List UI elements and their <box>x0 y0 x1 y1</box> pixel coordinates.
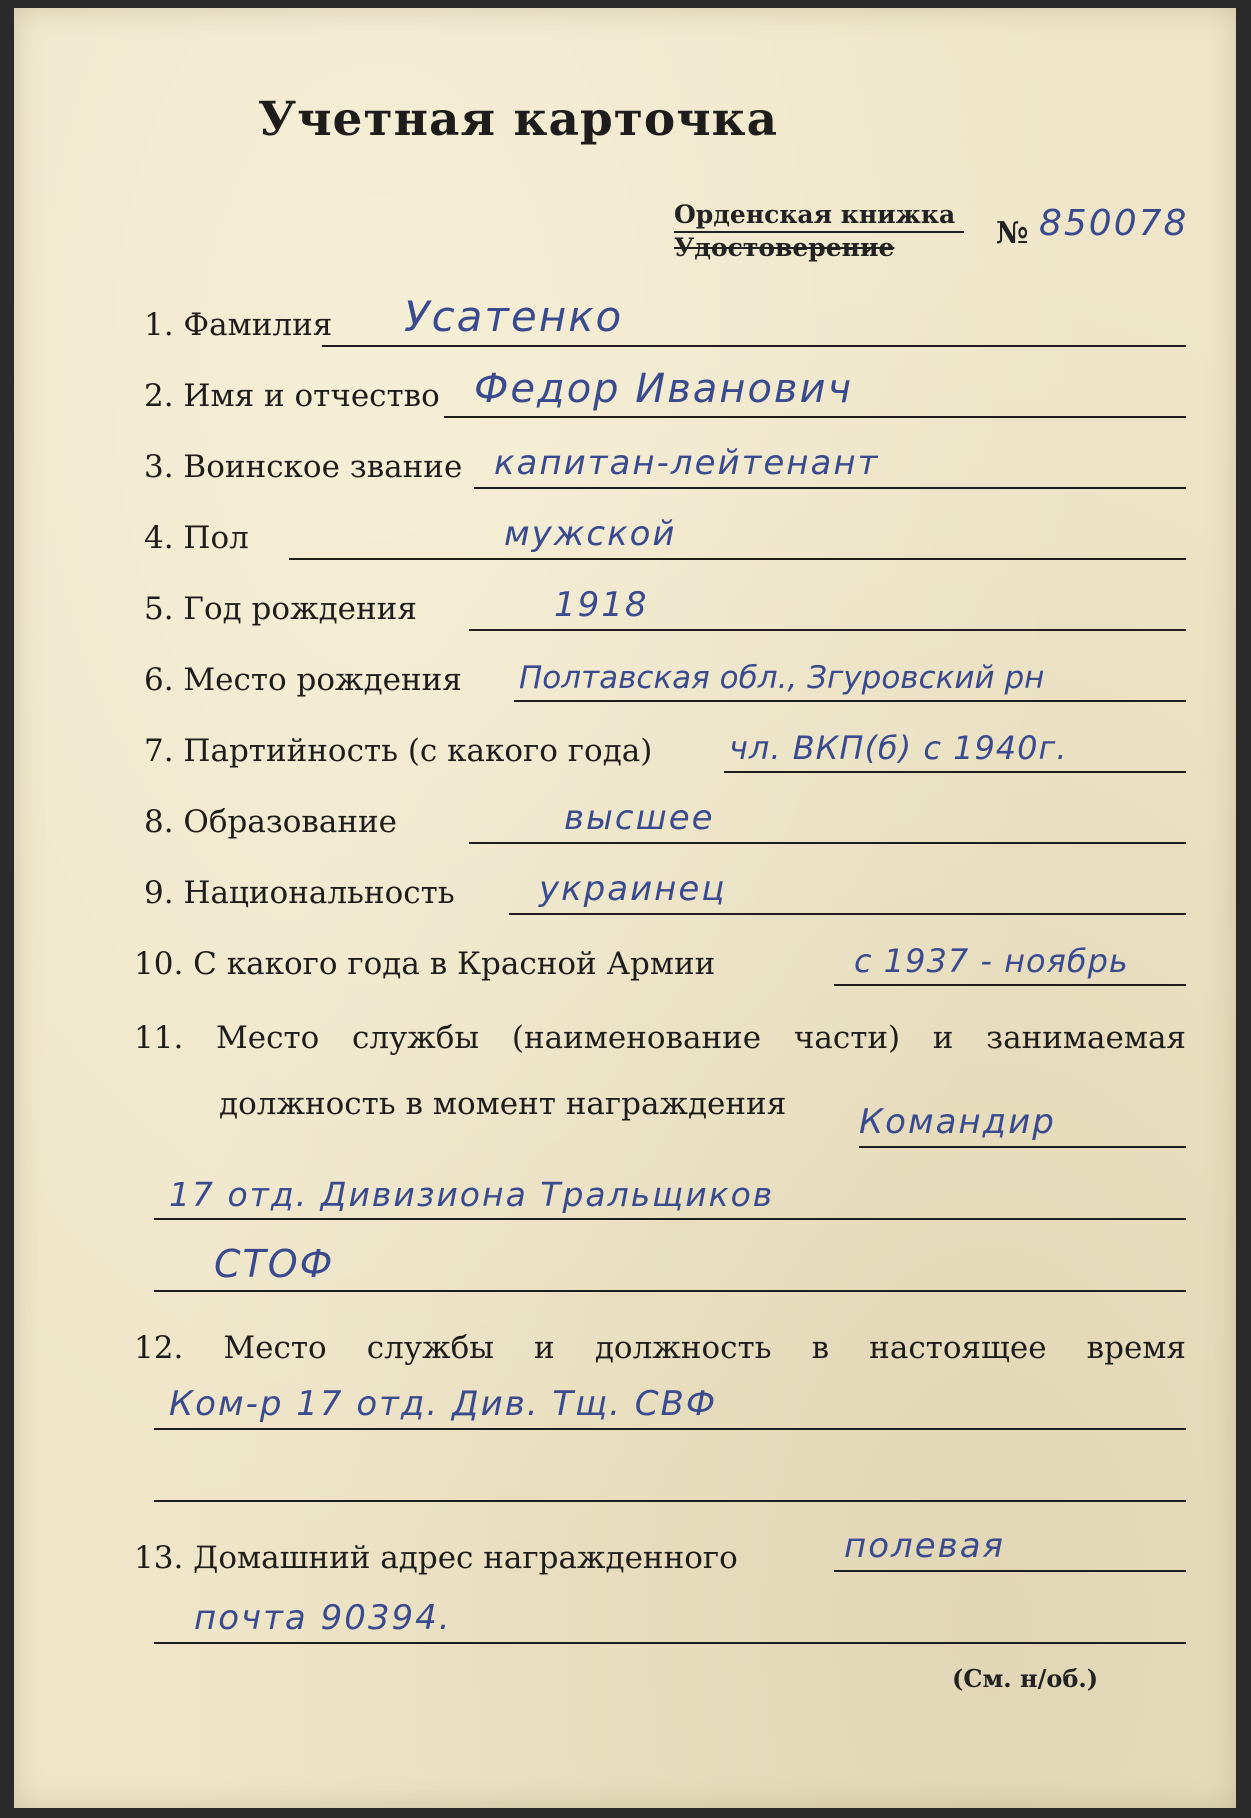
field-label: 9. Национальность <box>144 875 455 911</box>
field-11-line2 <box>154 1175 1186 1220</box>
field-value: Полтавская обл., Згуровский рн <box>519 660 1045 696</box>
field-line <box>509 913 1186 915</box>
field-military-rank <box>144 435 1186 489</box>
field-name-patronymic <box>144 364 1186 418</box>
field-gender <box>144 506 1186 560</box>
field-11-line3 <box>154 1242 1186 1292</box>
field-12-value1: Ком-р 17 отд. Див. Тщ. СВФ <box>169 1384 718 1424</box>
field-label: 5. Год рождения <box>144 591 417 627</box>
field-12-line1 <box>154 1384 1186 1430</box>
field-label: 4. Пол <box>144 520 249 556</box>
field-line <box>289 558 1186 560</box>
field-13-value2: почта 90394. <box>194 1598 452 1638</box>
field-line <box>514 700 1186 702</box>
field-11-label-line2: должность в момент награждения <box>219 1086 787 1122</box>
field-value: Усатенко <box>404 292 624 341</box>
field-line <box>834 984 1186 986</box>
field-red-army-since <box>134 932 1186 986</box>
field-11-value2: 17 отд. Дивизиона Тральщиков <box>169 1175 775 1214</box>
field-nationality <box>144 861 1186 915</box>
field-party-membership <box>144 719 1186 773</box>
field-label: 2. Имя и отчество <box>144 378 440 414</box>
footnote-see-reverse: (См. н/об.) <box>952 1664 1099 1693</box>
field-11-line1 <box>859 1102 1186 1148</box>
field-surname <box>144 293 1186 347</box>
field-13-value1: полевая <box>844 1526 1006 1566</box>
certificate-label-struck: Удостоверение <box>674 233 895 262</box>
field-line <box>444 416 1186 418</box>
document-type-block <box>674 200 964 262</box>
field-label: 7. Партийность (с какого года) <box>144 733 653 769</box>
field-education <box>144 790 1186 844</box>
field-12-line2 <box>154 1500 1186 1502</box>
field-line <box>724 771 1186 773</box>
field-13-line1 <box>834 1526 1186 1572</box>
field-13-label: 13. Домашний адрес награжденного <box>134 1540 738 1576</box>
number-label: № <box>996 216 1029 251</box>
award-record-card <box>14 8 1236 1808</box>
field-label: 6. Место рождения <box>144 662 462 698</box>
field-12-label: 12. Место службы и должность в настоящее время <box>134 1330 1186 1366</box>
field-line <box>322 345 1186 347</box>
field-label: 1. Фамилия <box>144 307 333 343</box>
field-value: украинец <box>539 869 727 909</box>
field-13-line2 <box>154 1598 1186 1644</box>
field-11-label-line1: 11. Место службы (наименование части) и занимаемая <box>134 1020 1186 1056</box>
field-value: 1918 <box>554 585 649 625</box>
field-label: 3. Воинское звание <box>144 449 463 485</box>
field-birth-place <box>144 648 1186 702</box>
field-value: с 1937 - ноябрь <box>854 942 1129 980</box>
field-value: капитан-лейтенант <box>494 443 880 483</box>
order-book-label: Орденская книжка <box>674 200 964 233</box>
card-title: Учетная карточка <box>258 92 779 147</box>
field-label: 8. Образование <box>144 804 398 840</box>
field-label: 10. С какого года в Красной Армии <box>134 946 716 982</box>
field-value: Федор Иванович <box>474 366 854 412</box>
order-book-number: 850078 <box>1039 203 1189 244</box>
field-11-value3: СТОФ <box>214 1242 335 1286</box>
field-line <box>469 629 1186 631</box>
field-11-value1: Командир <box>859 1102 1056 1142</box>
field-value: чл. ВКП(б) с 1940г. <box>729 729 1068 767</box>
field-value: высшее <box>564 798 715 838</box>
field-birth-year <box>144 577 1186 631</box>
field-line <box>469 842 1186 844</box>
field-line <box>474 487 1186 489</box>
field-value: мужской <box>504 514 677 554</box>
